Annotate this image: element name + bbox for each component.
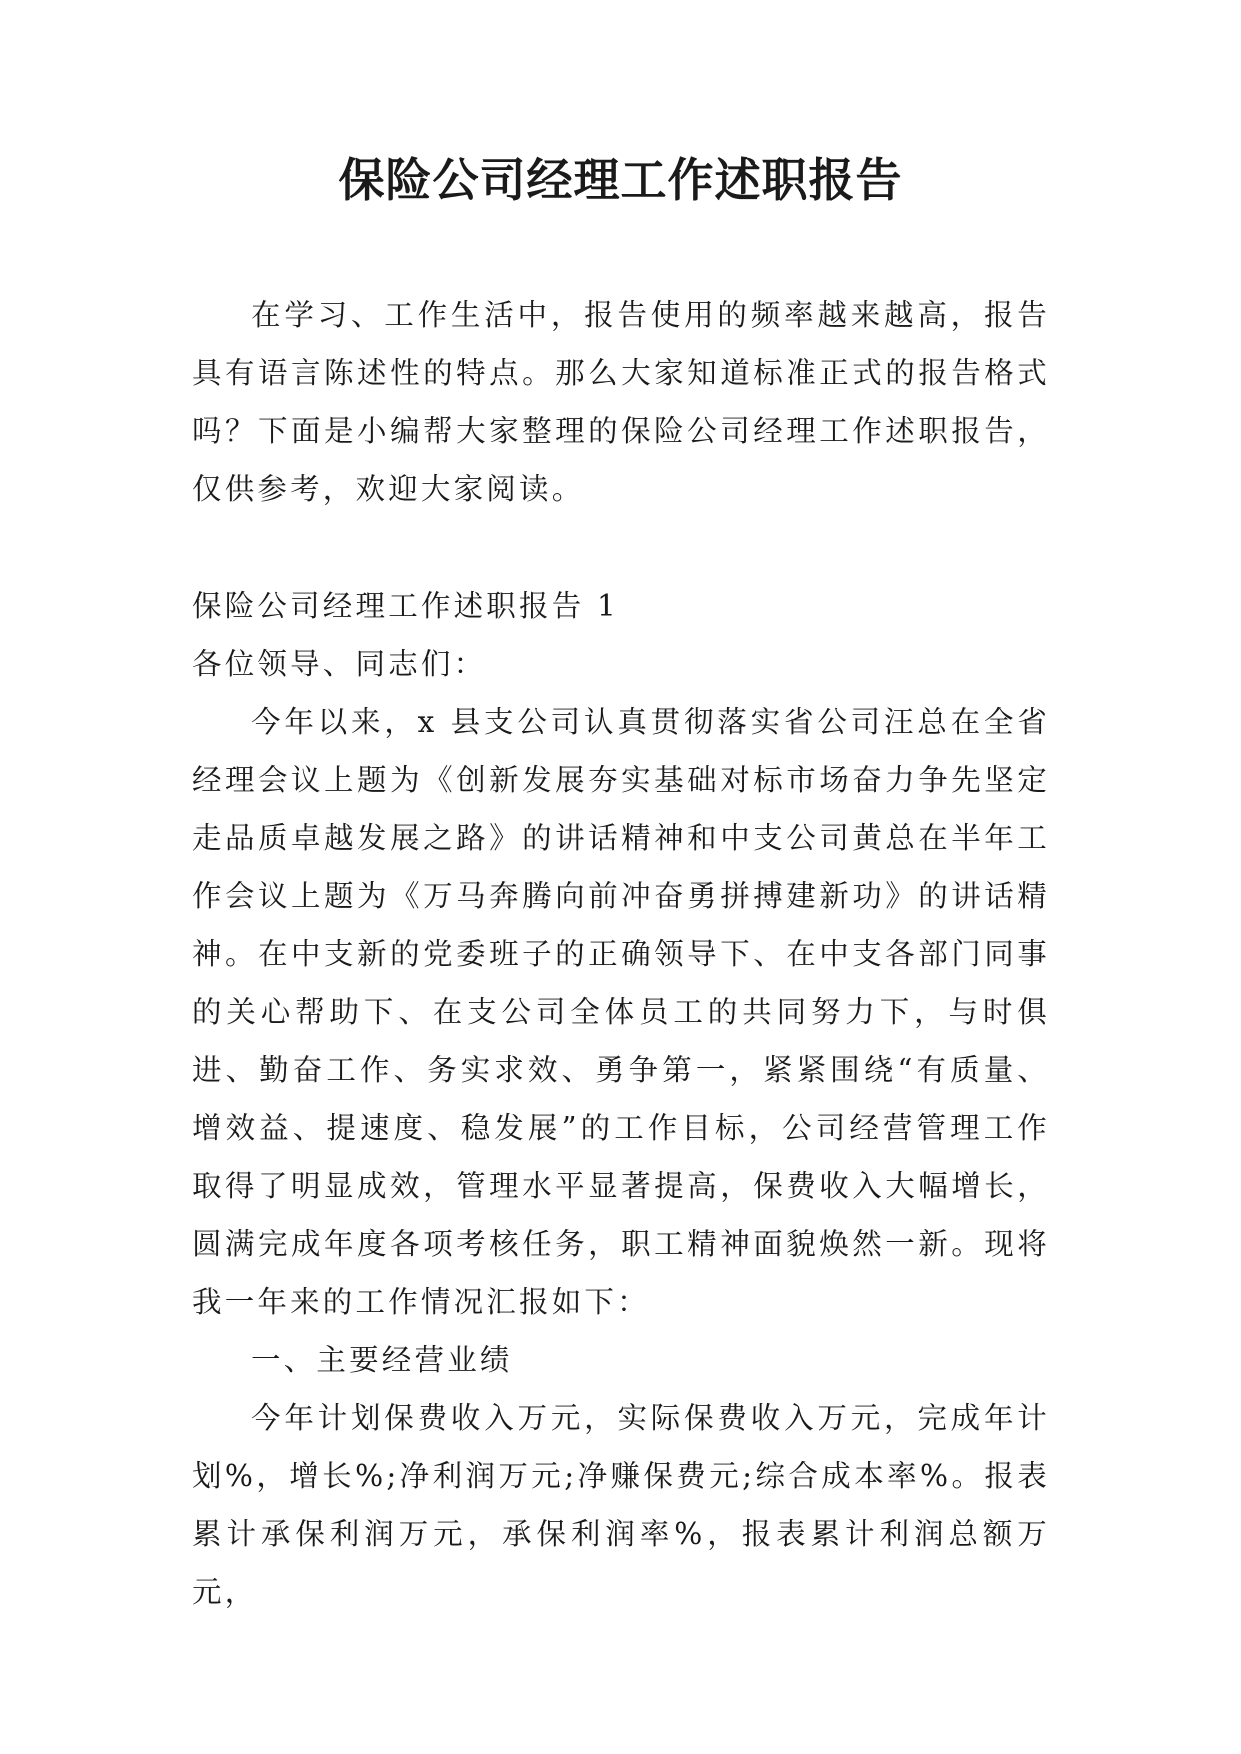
- document-title: 保险公司经理工作述职报告: [338, 153, 903, 207]
- body-paragraph-2: 今年计划保费收入万元，实际保费收入万元，完成年计划%，增长%;净利润万元;净赚保费元;综合成本率%。报表累计承保利润万元，承保利润率%，报表累计利润总额万元，: [192, 1401, 1050, 1609]
- salutation: 各位领导、同志们：: [192, 647, 487, 681]
- body-paragraph-1: 今年以来，x 县支公司认真贯彻落实省公司汪总在全省经理会议上题为《创新发展夯实基础对标市场奋力争先坚定走品质卓越发展之路》的讲话精神和中支公司黄总在半年工作会议上题为《万马奔腾向前冲奋勇拼搏建新功》的讲话精神。在中支新的党委班子的正确领导下、在中支各部门同事的关心帮助下、在支公司全体员工的共同努力下，与时俱进、勤奋工作、务实求效、勇争第一，紧紧围绕“有质量、增效益、提速度、稳发展”的工作目标，公司经营管理工作取得了明显成效，管理水平显著提高，保费收入大幅增长，圆满完成年度各项考核任务，职工精神面貌焕然一新。现将我一年来的工作情况汇报如下：: [192, 705, 1050, 1319]
- report-section: [192, 577, 1050, 1621]
- intro-block: [192, 286, 1050, 518]
- heading-main-performance: 一、主要经营业绩: [251, 1343, 513, 1377]
- section-title: 保险公司经理工作述职报告 1: [192, 589, 619, 623]
- intro-paragraph: 在学习、工作生活中，报告使用的频率越来越高，报告具有语言陈述性的特点。那么大家知道标准正式的报告格式吗？下面是小编帮大家整理的保险公司经理工作述职报告，仅供参考，欢迎大家阅读。: [192, 298, 1050, 506]
